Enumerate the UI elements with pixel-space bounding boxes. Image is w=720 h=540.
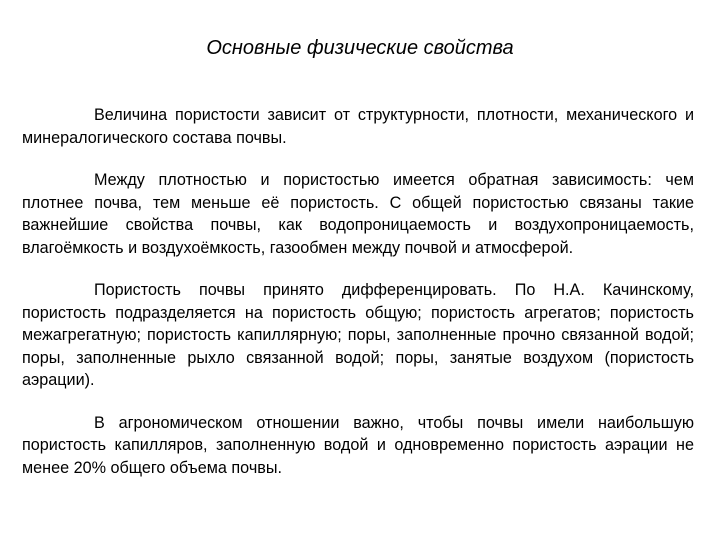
paragraph-density-relation: Между плотностью и пористостью имеется обратная зависимость: чем плотнее почва, тем меньше её пористость. С общей пористостью связаны такие важнейшие свойства почвы, как водопроницаемость и воздухопроницаемость, влагоёмкость и воздухоёмкость, газообмен между почвой и атмосферой. bbox=[22, 171, 694, 257]
slide-body bbox=[22, 104, 694, 499]
slide-title: Основные физические свойства bbox=[206, 37, 514, 59]
paragraph-porosity-classification: Пористость почвы принято дифференцировать. По Н.А. Качинскому, пористость подразделяется на пористость общую; пористость агрегатов; пористость межагрегатную; пористость капиллярную; поры, заполненные прочно связанной водой; поры, заполненные рыхло связанной водой; поры, занятые воздухом (пористость аэрации). bbox=[22, 281, 694, 389]
paragraph-agronomic-requirements: В агрономическом отношении важно, чтобы почвы имели наибольшую пористость капилляров, заполненную водой и одновременно пористость аэрации не менее 20% общего объема почвы. bbox=[22, 413, 694, 477]
paragraph-porosity-factors: Величина пористости зависит от структурности, плотности, механического и минералогического состава почвы. bbox=[22, 106, 694, 147]
